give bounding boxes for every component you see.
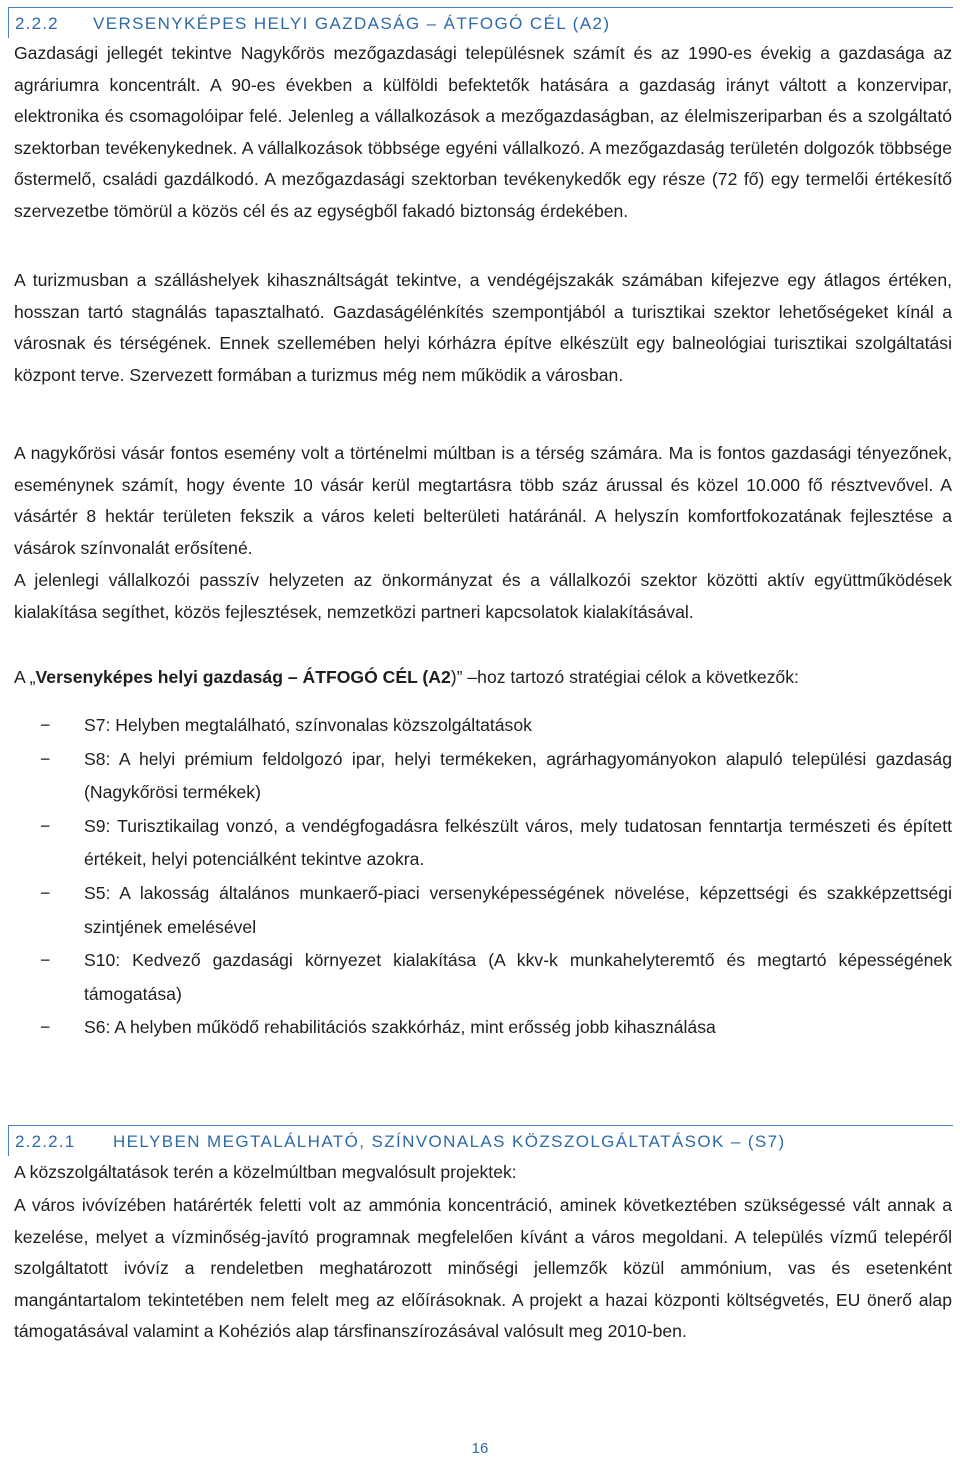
- section-number: 2.2.2: [15, 14, 59, 33]
- list-item: [0, 810, 960, 877]
- dash-bullet: −: [40, 815, 51, 836]
- strategic-goals-list: [0, 709, 960, 1045]
- list-item-text: S6: A helyben működő rehabilitációs szakkórház, mint erősség jobb kihasználása: [84, 1017, 716, 1038]
- list-item: [0, 1011, 960, 1045]
- list-item: [0, 877, 960, 944]
- subsection-title: HELYBEN MEGTALÁLHATÓ, SZÍNVONALAS KÖZSZOLGÁLTATÁSOK – (S7): [113, 1132, 786, 1151]
- list-item: [0, 944, 960, 1011]
- list-item-text: S7: Helyben megtalálható, színvonalas közszolgáltatások: [84, 715, 532, 735]
- list-item-text: S8: A helyi prémium feldolgozó ipar, helyi termékeken, agrárhagyományokon alapuló települési gazdaság (Nagykőrösi termékek): [84, 748, 952, 803]
- paragraph-economy: Gazdasági jellegét tekintve Nagykőrös mezőgazdasági településnek számít és az 1990-es évekig a gazdasága az agráriumra koncentrált. A 90-es években a külföldi befektetők hatására a gazdaság irányt váltott a konzervipar, elektronika és csomagolóipar felé. Jelenleg a vállalkozások a mezőgazdaságban, az élelmiszeriparban és a szolgáltató szektorban tevékenykednek. A vállalkozások többsége egyéni vállalkozó. A mezőgazdaság területén dolgozók többsége őstermelő, családi gazdálkodó. A mezőgazdasági szektorban tevékenykedők egy része (72 fő) egy termelői értékesítő szervezetbe tömörül a közös cél és az egységből fakadó biztonság érdekében.: [14, 43, 952, 221]
- paragraph-projects-intro: A közszolgáltatások terén a közelmúltban megvalósult projektek:: [14, 1162, 517, 1182]
- goals-intro: [14, 662, 952, 694]
- list-item: [0, 709, 960, 743]
- goals-intro-suffix: )” –hoz tartozó stratégiai célok a következők:: [450, 667, 799, 687]
- dash-bullet: −: [40, 882, 51, 903]
- dash-bullet: −: [40, 1017, 51, 1038]
- list-item-text: S5: A lakosság általános munkaerő-piaci versenyképességének növelése, képzettségi és szakképzettségi szintjének emelésével: [84, 882, 952, 937]
- dash-bullet: −: [40, 748, 51, 769]
- goals-intro-bold: Versenyképes helyi gazdaság – ÁTFOGÓ CÉL (A2: [35, 667, 451, 687]
- subsection-number: 2.2.2.1: [15, 1132, 76, 1151]
- list-item-text: S9: Turisztikailag vonzó, a vendégfogadásra felkészült város, mely tudatosan fenntartja természeti és épített értékeit, helyi potenciálként tekintve azokra.: [84, 815, 952, 870]
- section-title: VERSENYKÉPES HELYI GAZDASÁG – ÁTFOGÓ CÉL (A2): [93, 14, 611, 33]
- goals-intro-prefix: A „: [14, 667, 36, 687]
- paragraph-tourism: A turizmusban a szálláshelyek kihasználtságát tekintve, a vendégéjszakák számában kifejezve egy átlagos értéken, hosszan tartó stagnálás tapasztalható. Gazdaságélénkítés szempontjából a turisztikai szektor lehetőségeket kínál a városnak és térségének. Ennek szellemében helyi kórházra építve elkészült egy balneológiai turisztikai szolgáltatási központ terve. Szervezett formában a turizmus még nem működik a városban.: [14, 270, 952, 385]
- paragraph-cooperation: A jelenlegi vállalkozói passzív helyzeten az önkormányzat és a vállalkozói szektor közötti aktív együttműködések kialakítása segíthet, közös fejlesztések, nemzetközi partneri kapcsolatok kialakításával.: [14, 570, 952, 622]
- paragraph-water-project: A város ivóvízében határérték feletti volt az ammónia koncentráció, aminek következtében szükségessé vált annak a kezelése, melyet a vízminőség-javító programnak megfelelően kívánt a város megoldani. A település vízmű telepéről szolgáltatott ivóvíz a rendeletben meghatározott minőségi jellemzők közül ammónium, vas és esetenként mangántartalom tekintetében nem felelt meg az előírásoknak. A projekt a hazai központi költségvetés, EU önerő alap támogatásával valamint a Kohéziós alap társfinanszírozásával valósult meg 2010-ben.: [14, 1195, 952, 1342]
- page-number: 16: [471, 1440, 489, 1457]
- paragraph-fair: A nagykőrösi vásár fontos esemény volt a történelmi múltban is a térség számára. Ma is fontos gazdasági tényezőnek, eseménynek számít, hogy évente 10 vásár kerül megtartásra több száz árussal és közel 10.000 fő résztvevővel. A vásártér 8 hektár területen fekszik a város keleti belterületi határánál. A helyszín komfortfokozatának fejlesztése a vásárok színvonalát erősítené.: [14, 443, 952, 558]
- dash-bullet: −: [40, 950, 51, 971]
- list-item-text: S10: Kedvező gazdasági környezet kialakítása (A kkv-k munkahelyteremtő és megtartó képességének támogatása): [84, 950, 952, 1004]
- subsection-heading: [8, 1125, 953, 1156]
- list-item: [0, 743, 960, 810]
- section-heading: [8, 7, 953, 38]
- dash-bullet: −: [40, 715, 51, 735]
